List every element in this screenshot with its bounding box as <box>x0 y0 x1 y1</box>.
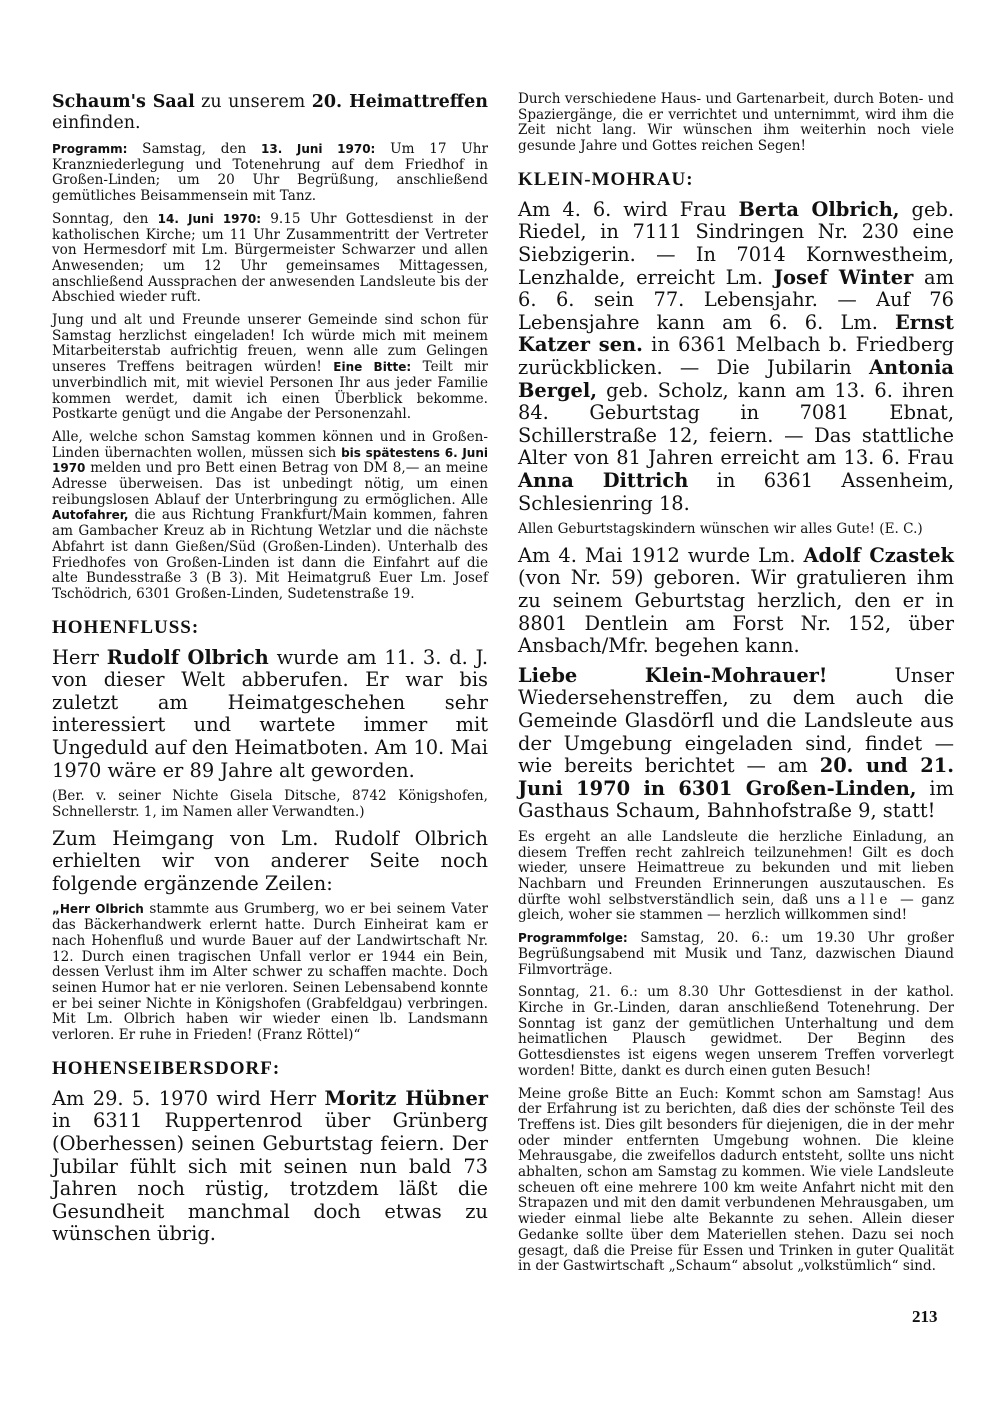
request-paragraph: Meine große Bitte an Euch: Kommt schon am Samstag! Aus der Erfahrung ist zu berichten, daß dies der schönste Teil des Treffens ist. Dies gilt besonders für diejenigen, die in der mehr oder minder entfernten Umgebung wohnen. Die kleine Mehrausgabe, die zweifellos dadurch entsteht, sollte uns nicht abhalten, schon am Samstag zu kommen. Wie viele Landsleute scheuen oft eine mehrere 100 km weite Anfahrt nicht mit den Strapazen und mit den damit verbundenen Mehrausgaben, um wieder einmal liebe alte Bekannte zu sehen. Allein dieser Gedanke sollte über dem Materiellen stehen. Dazu sei noch gesagt, daß die Preise für Essen und Trinken in guter Qualität in der Gastwirtschaft „Schaum“ absolut „volkstümlich“ sind. <box>518 1085 954 1275</box>
sunday-program-paragraph: Sonntag, 21. 6.: um 8.30 Uhr Gottesdienst in der kathol. Kirche in Gr.-Linden, daran anschließend Totenehrung. Der Sonntag ist ganz der gemütlichen Unterhaltung und dem heimatlichen Plausch gewidmet. Der Beginn des Gottesdienstes ist eigens wegen unserem Treffen vorverlegt worden! Bitte, dankt es durch einen guten Besuch! <box>518 984 954 1079</box>
wishes-paragraph: Allen Geburtstagskindern wünschen wir alles Gute! (E. C.) <box>518 521 923 538</box>
bold-text: „Herr Olbrich <box>52 902 144 917</box>
bold-text: 20. und 21. Juni 1970 in 6301 Großen-Linden, <box>518 754 954 800</box>
welcome-paragraph <box>518 830 954 924</box>
section-heading-hohenseibersdorf: HOHENSEIBERSDORF: <box>52 1057 281 1079</box>
program-label: Programmfolge: <box>518 931 628 946</box>
continuation-paragraph: Durch verschiedene Haus- und Gartenarbeit, durch Boten- und Spaziergänge, die er verrichtet und unternimmt, wird ihm die Zeit nicht lang. Wir wünschen ihm weiterhin noch viele gesunde Jahre und Gottes reichen Segen! <box>518 91 954 155</box>
bold-text: Schaum's Saal <box>52 92 195 112</box>
text: Am 4. 6. wird Frau <box>518 197 739 221</box>
invitation-paragraph <box>52 313 488 423</box>
program-label: Programm: <box>52 142 128 156</box>
text: stammte aus Grumberg, wo er bei seinem Vater das Bäckerhandwerk erlernt hatte. Durch Einheirat kam er nach Hohenfluß und wurde Bauer auf der Landwirtschaft Nr. 12. Durch einen tragischen Unfall verlor er 1944 ein Bein, dessen Verlust ihm im Alter schwer zu schaffen machte. Doch seinen Humor hat er nie verloren. Seinen Lebensabend konnte er bei seiner Nichte in Königshofen (Grabfeldgau) verbringen. Mit Lm. Olbrich haben wir wieder einen lb. Landsmann verloren. Er ruhe in Frieden! (Franz Röttel)“ <box>52 901 488 1044</box>
text: geb. Riedel, in 7111 Sindringen Nr. 230 eine Siebzigerin. — In 7014 Kornwestheim, Lenzhalde, erreicht Lm. <box>518 197 954 289</box>
text: am 6. 6. sein 77. Lebensjahr. — Auf 76 Lebensjahre kann am 6. 6. Lm. <box>518 265 954 334</box>
intro-paragraph <box>52 92 488 134</box>
text: in 6311 Ruppertenrod über Grünberg (Oberhessen) seinen Geburtstag feiern. Der Jubilar fühlt sich mit seinen nun bald 73 Jahren noch rüstig, trotzdem läßt die Gesundheit manchmal doch etwas zu wünschen übrig. <box>52 1109 488 1246</box>
program-paragraph <box>52 142 488 205</box>
text: (von Nr. 59) geboren. Wir gratulieren ihm zu seinem Geburtstag herzlich, den er in 8801 Dentlein am Forst Nr. 152, über Ansbach/Mfr. begehen kann. <box>518 566 954 658</box>
text: wurde am 11. 3. d. J. von dieser Welt abberufen. Er war bis zuletzt am Heimatgeschehen sehr interessiert und wartete immer mit Ungeduld auf den Heimatboten. Am 10. Mai 1970 wäre er 89 Jahre alt geworden. <box>52 645 488 782</box>
drivers-label: Autofahrer, <box>52 508 129 523</box>
text: melden und pro Bett einen Betrag von DM 8,— an meine Adresse überweisen. Das ist unbedingt nötig, um einen reibungslosen Ablauf der Unterbringung zu ermöglichen. Alle <box>52 460 488 508</box>
birthdays-paragraph <box>518 199 954 515</box>
bold-text: Adolf Czastek <box>803 543 954 567</box>
section-heading-klein-mohrau: KLEIN-MOHRAU: <box>518 168 694 190</box>
lodging-paragraph <box>52 430 488 603</box>
reunion-paragraph <box>518 665 954 823</box>
obituary-paragraph <box>52 647 488 783</box>
bold-text: Josef Winter <box>773 265 914 289</box>
text: die aus Richtung Frankfurt/Main kommen, fahren am Gambacher Kreuz ab in Richtung Wetzlar und die nächste Abfahrt ist dann Gießen/Süd (Großen-Linden). Unterhalb des Friedhofes von Großen-Linden ist dann die Einfahrt auf die alte Bundesstraße 3 (B 3). Mit Heimatgruß Euer Lm. Josef Tschödrich, 6301 Großen-Linden, Sudetenstraße 19. <box>52 507 488 602</box>
bold-text: Moritz Hübner <box>324 1086 488 1110</box>
program-sequence-paragraph <box>518 931 954 978</box>
request-label: Eine Bitte: <box>333 360 412 375</box>
text: Sonntag, den <box>52 210 158 227</box>
text: Herr <box>52 645 107 669</box>
text: Am 4. Mai 1912 wurde Lm. <box>518 543 804 567</box>
text: Unser Wiedersehenstreffen, zu dem auch die Gemeinde Glasdörfl und die Landsleute aus der Umgebung eingeladen sind, findet — wie bereits berichtet — am <box>518 663 954 778</box>
left-column <box>52 92 488 1253</box>
page-number: 213 <box>912 1307 938 1326</box>
right-column <box>518 92 954 1282</box>
sunday-paragraph <box>52 212 488 306</box>
text: Um 17 Uhr Kranzniederlegung und Totenehrung auf dem Friedhof in Großen-Linden; um 20 Uhr Begrüßung, anschließend gemütliches Beisammensein mit Tanz. <box>52 141 488 205</box>
bold-text: Rudolf Olbrich <box>106 645 269 669</box>
text: zu unserem <box>194 92 312 112</box>
bold-text: Ernst Katzer sen. <box>518 310 954 357</box>
text: 9.15 Uhr Gottesdienst in der katholischen Kirche; um 11 Uhr Zusammentritt der Vertreter von Hermesdorf mit Lm. Bürgermeister Schwarzer und allen Anwesenden; um 12 Uhr gemeinsames Mittagessen, anschließend Aussprachen der anwesenden Landsleute bis der Abschied wieder ruft. <box>52 210 488 306</box>
czastek-paragraph <box>518 545 954 658</box>
bold-text: Anna Dittrich <box>518 468 689 492</box>
followup-paragraph: Zum Heimgang von Lm. Rudolf Olbrich erhielten wir von anderer Seite noch folgende ergänzende Zeilen: <box>52 826 488 895</box>
deadline-label: bis spätestens 6. Juni 1970 <box>52 445 489 476</box>
bold-text: 20. Heimattreffen <box>311 92 488 112</box>
bold-text: Berta Olbrich, <box>738 197 900 221</box>
text: Samstag, den <box>127 141 262 157</box>
text: Es ergeht an alle Landsleute die herzliche Einladung, an diesem Treffen recht zahlreich teilzunehmen! Gilt es doch wieder, unsere Heimattreue zu bekunden und mit lieben Nachbarn und Freunden Erinnerungen auszutauschen. Es dürfte wohl selbstverständlich sein, daß uns <box>518 828 954 908</box>
bold-text: Antonia Bergel, <box>518 355 954 402</box>
text: Teilt mir unverbindlich mit, mit wieviel Personen Ihr aus jeder Familie kommen werdet, damit ich einen Überblick bekomme. Postkarte genügt und die Angabe der Personenzahl. <box>52 359 488 423</box>
report-note: (Ber. v. seiner Nichte Gisela Ditsche, 8742 Königshofen, Schnellerstr. 1, im Namen aller Verwandten.) <box>52 788 488 820</box>
birthday-paragraph <box>52 1088 488 1246</box>
text: Alle, welche schon Samstag kommen können und in Großen-Linden übernachten wollen, müssen sich <box>52 428 488 461</box>
text: — ganz gleich, woher sie stammen — herzlich willkommen sind! <box>518 891 954 924</box>
text: Samstag, 20. 6.: um 19.30 Uhr großer Begrüßungsabend mit Musik und Tanz, dazwischen Diaund Filmvorträge. <box>518 930 954 978</box>
text: im Gasthaus Schaum, Bahnhofstraße 9, statt! <box>518 776 954 823</box>
section-heading-hohenfluss: HOHENFLUSS: <box>52 616 200 638</box>
text: Jung und alt und Freunde unserer Gemeinde sind schon für Samstag herzlichst eingeladen! Ich würde mich mit meinem Mitarbeiterstab aufrichtig freuen, wenn alle zum Gelingen unseres Treffens beitragen würden! <box>52 312 488 376</box>
spaced-text: alle <box>847 891 893 908</box>
text: einfinden. <box>52 113 141 133</box>
date-label: 13. Juni 1970: <box>261 142 376 156</box>
text: Am 29. 5. 1970 wird Herr <box>52 1086 325 1110</box>
quote-paragraph <box>52 902 488 1043</box>
text: in 6361 Melbach b. Friedberg zurückblicken. — Die Jubilarin <box>518 333 955 379</box>
bold-text: Liebe Klein-Mohrauer! <box>518 663 828 687</box>
text: geb. Scholz, kann am 13. 6. ihren 84. Geburtstag in 7081 Ebnat, Schillerstraße 12, feiern. — Das stattliche Alter von 81 Jahren erreicht am 13. 6. Frau <box>518 378 954 470</box>
date-label: 14. Juni 1970: <box>157 211 262 226</box>
text: in 6361 Assenheim, Schlesienring 18. <box>518 468 954 515</box>
